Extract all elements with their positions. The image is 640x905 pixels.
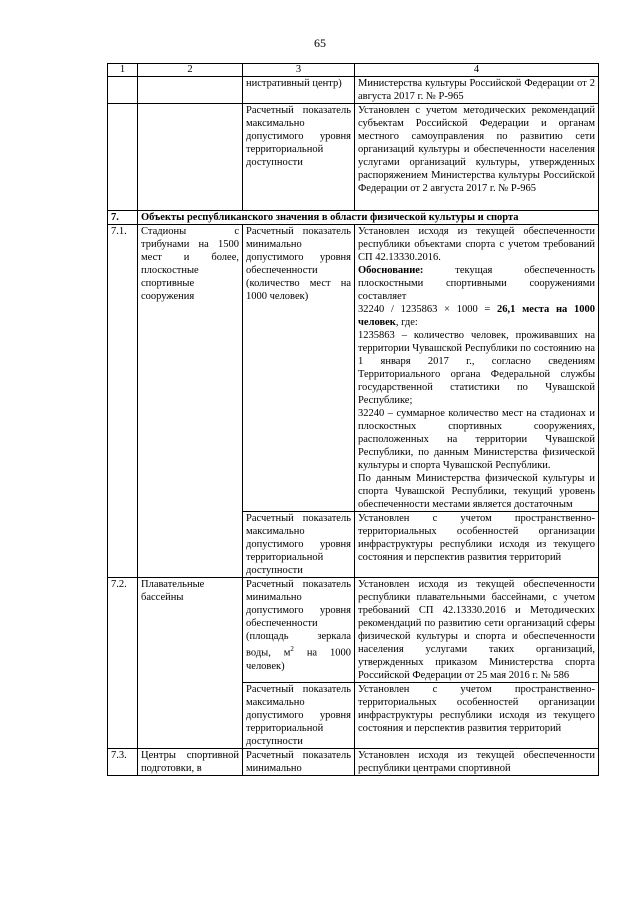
superscript: 2 <box>290 645 294 653</box>
section-title: Объекты республиканского значения в области физической культуры и спорта <box>138 211 599 225</box>
column-number-row <box>108 64 599 77</box>
paragraph: По данным Министерства физической культуры и спорта Чувашской Республики, текущий уровень обеспеченности местами является достаточным <box>358 473 595 510</box>
justification-cell: Установлен с учетом пространственно-территориальных особенностей организации инфраструктуры республики исходя из текущего состояния и перспектив развития территорий <box>355 683 599 749</box>
object-name: Стадионы с трибунами на 1500 мест и более, плоскостные спортивные сооружения <box>138 225 243 578</box>
column-number: 1 <box>108 64 138 77</box>
object-name: Плавательные бассейны <box>138 578 243 749</box>
indicator-cell: Расчетный показатель минимально допустимого уровня обеспеченности (количество мест на 1000 человек) <box>243 225 355 512</box>
justification-cell <box>355 225 599 512</box>
indicator-cell: Расчетный показатель максимально допустимого уровня территориальной доступности <box>243 512 355 578</box>
column-number: 2 <box>138 64 243 77</box>
table-row <box>108 104 599 211</box>
paragraph <box>358 264 595 303</box>
table-row <box>108 749 599 776</box>
empty-cell <box>108 77 138 104</box>
page-number: 65 <box>314 36 326 50</box>
indicator-cell: Расчетный показатель максимально допустимого уровня территориальной доступности <box>243 104 355 211</box>
indicator-cell: Расчетный показатель максимально допустимого уровня территориальной доступности <box>243 683 355 749</box>
empty-cell <box>138 77 243 104</box>
item-number: 7.3. <box>108 749 138 776</box>
justification-cell: Установлен с учетом методических рекомендаций субъектам Российской Федерации и органам местного самоуправления по развитию сети организаций культуры и обеспеченности населения услугами организаций культуры, утвержденных распоряжением Министерства культуры Российской Федерации от 2 августа 2017 г. № Р-965 <box>355 104 599 211</box>
indicator-text: Расчетный показатель минимально допустимого уровня обеспеченности (площадь зеркала воды, м <box>246 579 351 659</box>
formula-expression: 32240 / 1235863 × 1000 = <box>358 304 498 315</box>
regulation-table <box>107 63 599 776</box>
table-row <box>108 225 599 512</box>
indicator-cell <box>243 578 355 683</box>
formula-tail: , где: <box>395 317 418 328</box>
rationale-label: Обоснование: <box>358 265 424 276</box>
paragraph: 32240 – суммарное количество мест на стадионах и плоскостных спортивных сооружениях, расположенных на территории Чувашской Республики, по данным Министерства физической культуры и спорта Чувашской Республики. <box>358 408 595 471</box>
justification-cell: Установлен исходя из текущей обеспеченности республики центрами спортивной <box>355 749 599 776</box>
justification-cell: Установлен с учетом пространственно-территориальных особенностей организации инфраструктуры республики исходя из текущего состояния и перспектив развития территорий <box>355 512 599 578</box>
column-number: 3 <box>243 64 355 77</box>
indicator-cell: нистративный центр) <box>243 77 355 104</box>
item-number: 7.2. <box>108 578 138 749</box>
object-name: Центры спортивной подготовки, в <box>138 749 243 776</box>
table-row <box>108 77 599 104</box>
empty-cell <box>108 104 138 211</box>
justification-cell: Министерства культуры Российской Федерации от 2 августа 2017 г. № Р-965 <box>355 77 599 104</box>
indicator-text: на 1000 человек) <box>246 647 351 672</box>
column-number: 4 <box>355 64 599 77</box>
indicator-cell: Расчетный показатель минимально <box>243 749 355 776</box>
paragraph: Установлен исходя из текущей обеспеченности республики объектами спорта с учетом требований СП 42.13330.2016. <box>358 226 595 263</box>
paragraph: 1235863 – количество человек, проживавших на территории Чувашской Республики по состоянию на 1 января 2017 г., согласно сведениям Территориального органа Федеральной службы государственной статистики по Чувашской Республике; <box>358 330 595 406</box>
formula-result: 26,1 места на 1000 человек <box>358 304 595 328</box>
section-row <box>108 211 599 225</box>
justification-cell: Установлен исходя из текущей обеспеченности республики плавательными бассейнами, с учетом требований СП 42.13330.2016 и Методических рекомендаций по развитию сети организаций сферы физической культуры и спорта и обеспеченности населения услугами таких организаций, утвержденных приказом Министерства спорта Российской Федерации от 25 мая 2016 г. № 586 <box>355 578 599 683</box>
rationale-text: текущая обеспеченность плоскостными спортивными сооружениями составляет <box>358 265 595 302</box>
formula <box>358 303 595 329</box>
table-row <box>108 578 599 683</box>
empty-cell <box>138 104 243 211</box>
section-number: 7. <box>108 211 138 225</box>
item-number: 7.1. <box>108 225 138 578</box>
